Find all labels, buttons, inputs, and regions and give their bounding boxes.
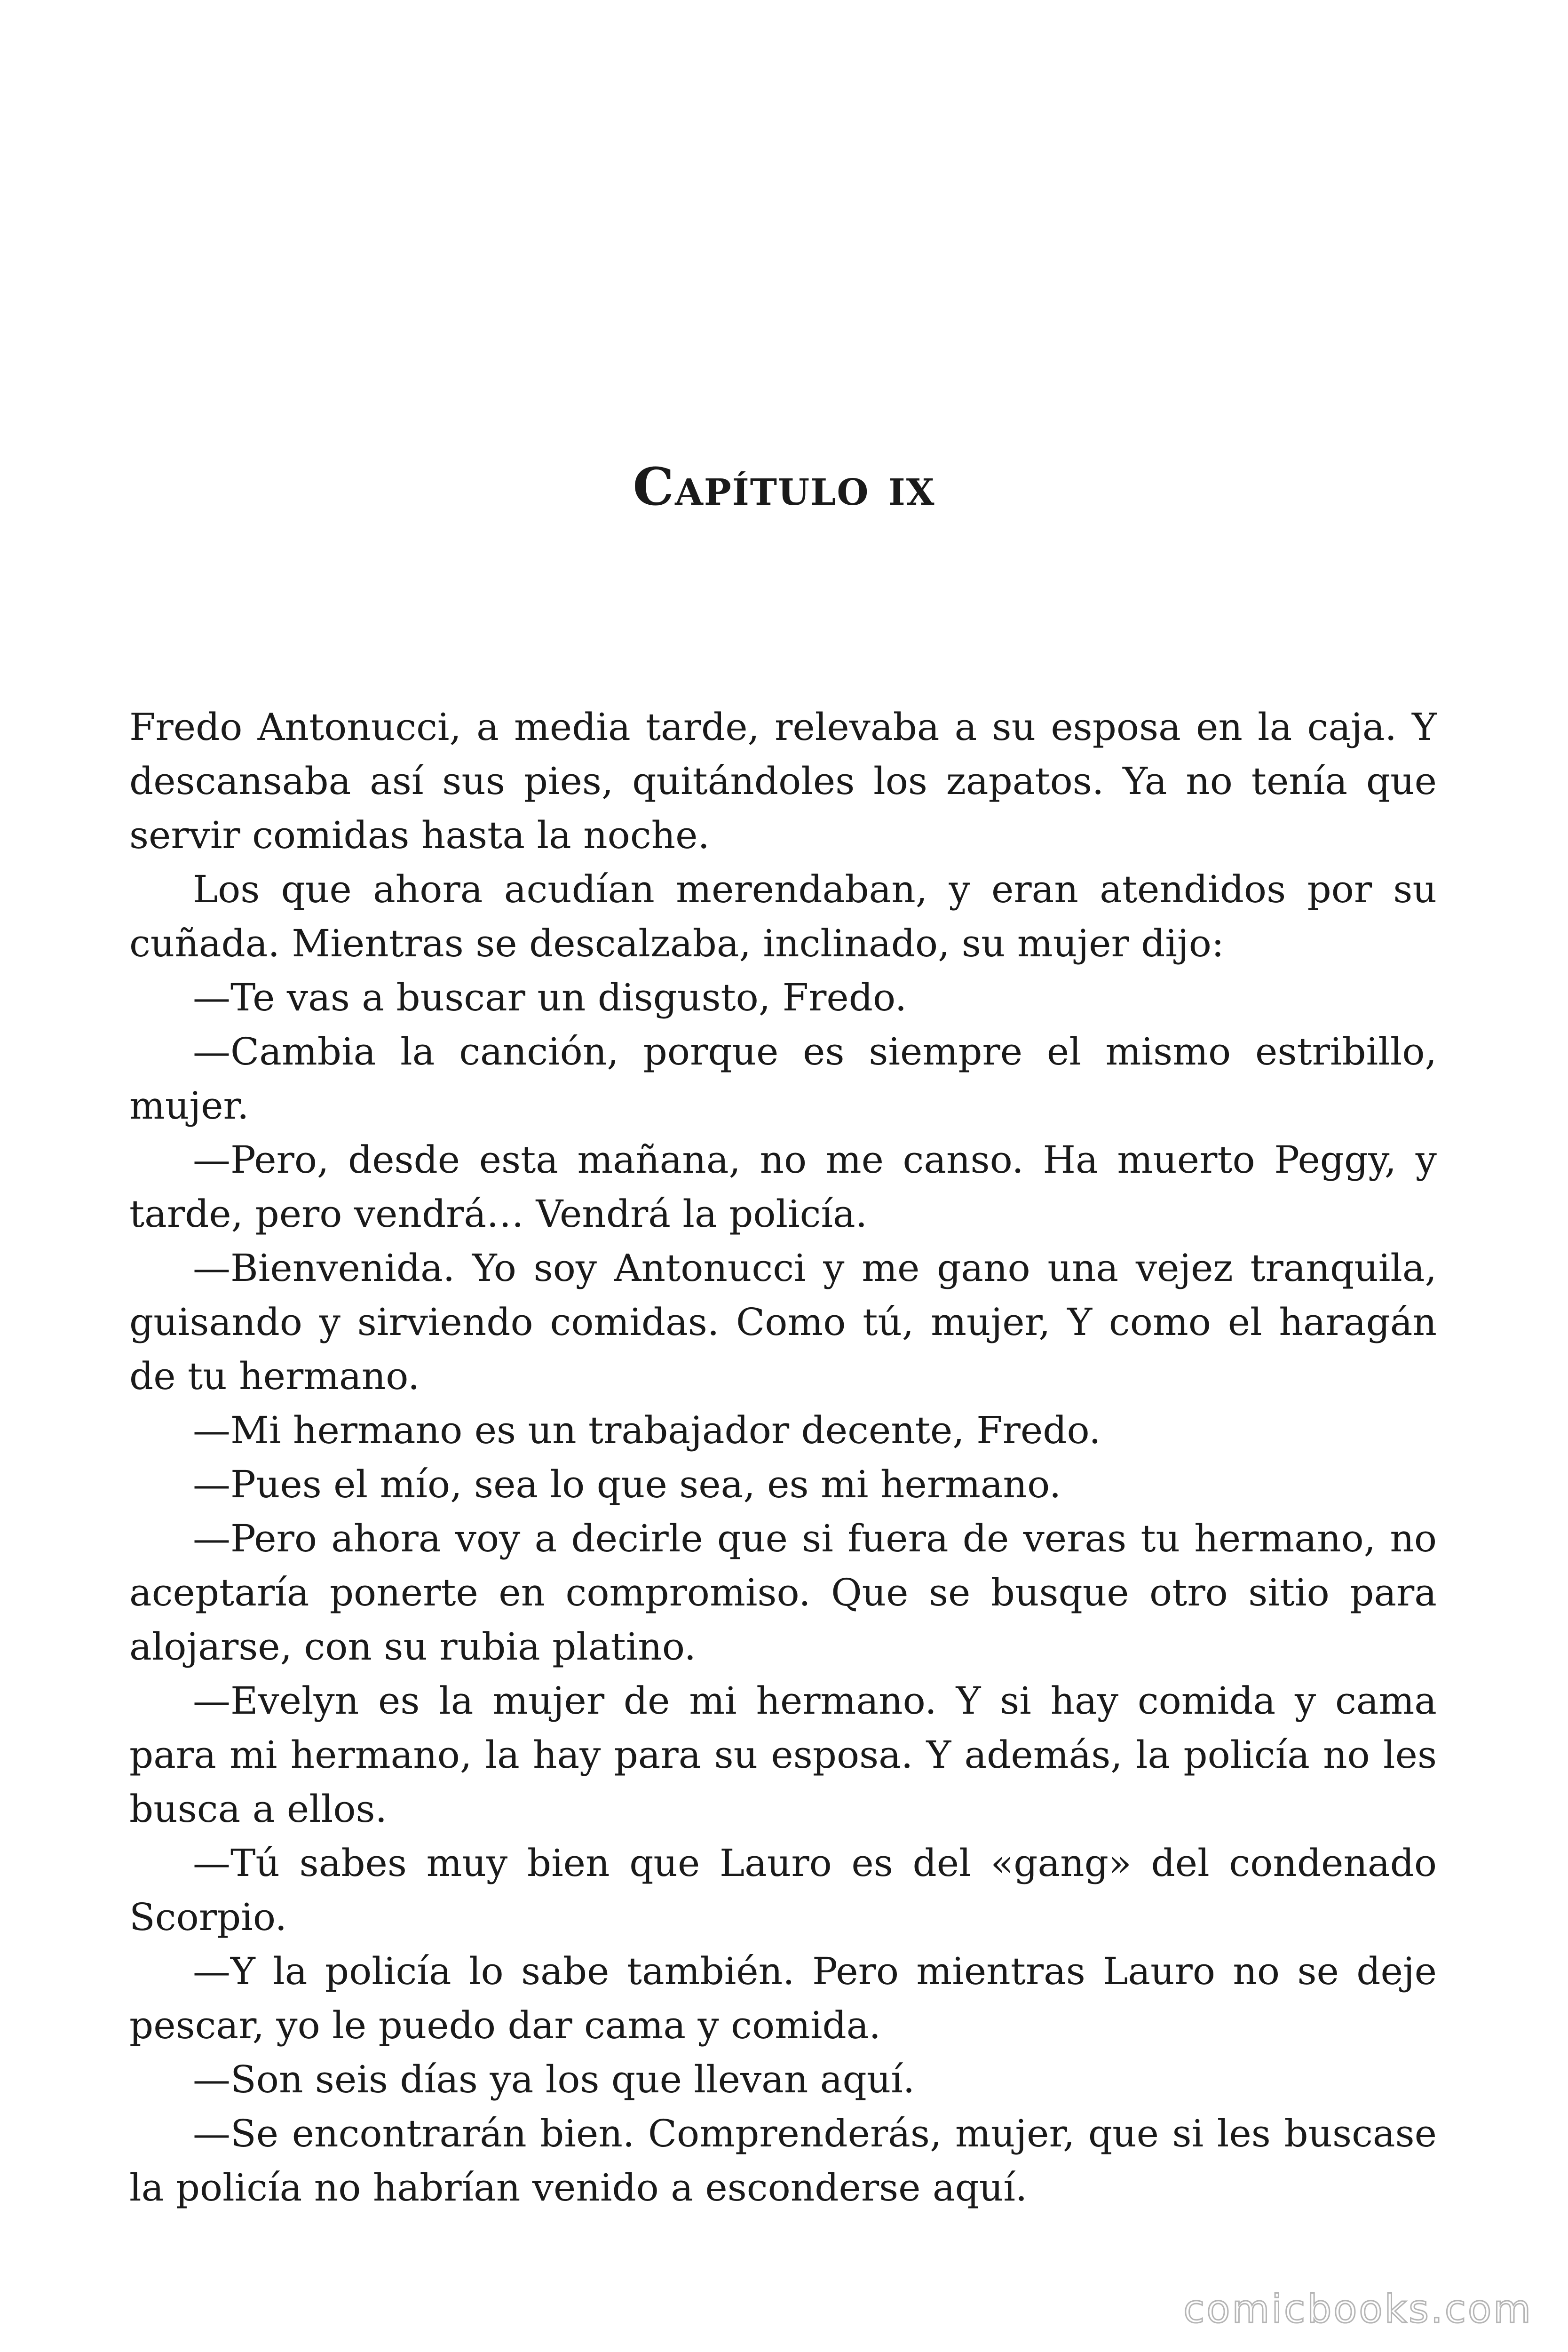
chapter-body xyxy=(129,700,1437,2215)
dialogue-line: —Son seis días ya los que llevan aquí. xyxy=(193,2058,915,2101)
dialogue-line: —Evelyn es la mujer de mi hermano. Y si hay comida y cama para mi hermano, la hay para su esposa. Y además, la policía no les busca a ellos. xyxy=(129,1679,1437,1831)
dialogue-line: —Se encontrarán bien. Comprenderás, mujer, que si les buscase la policía no habrían venido a esconderse aquí. xyxy=(129,2112,1437,2209)
chapter-title: Capítulo ix xyxy=(633,456,935,517)
dialogue-line: —Pero, desde esta mañana, no me canso. Ha muerto Peggy, y tarde, pero vendrá… Vendrá la policía. xyxy=(129,1138,1437,1236)
watermark-text: comicbooks.com xyxy=(1183,2287,1533,2332)
dialogue-line: —Mi hermano es un trabajador decente, Fredo. xyxy=(193,1408,1101,1452)
dialogue-line: —Y la policía lo sabe también. Pero mientras Lauro no se deje pescar, yo le puedo dar cama y comida. xyxy=(129,1949,1437,2047)
dialogue-line: —Cambia la canción, porque es siempre el mismo estribillo, mujer. xyxy=(129,1030,1437,1128)
dialogue-line: —Tú sabes muy bien que Lauro es del «gang» del condenado Scorpio. xyxy=(129,1841,1437,1939)
dialogue-line: —Pues el mío, sea lo que sea, es mi hermano. xyxy=(193,1462,1061,1506)
dialogue-line: —Bienvenida. Yo soy Antonucci y me gano una vejez tranquila, guisando y sirviendo comidas. Como tú, mujer, Y como el haragán de tu hermano. xyxy=(129,1246,1437,1398)
dialogue-line: —Te vas a buscar un disgusto, Fredo. xyxy=(193,976,907,1019)
paragraph: Los que ahora acudían merendaban, y eran atendidos por su cuñada. Mientras se descalzaba, inclinado, su mujer dijo: xyxy=(129,867,1437,965)
dialogue-line: —Pero ahora voy a decirle que si fuera de veras tu hermano, no aceptaría ponerte en compromiso. Que se busque otro sitio para alojarse, con su rubia platino. xyxy=(129,1517,1437,1669)
paragraph: Fredo Antonucci, a media tarde, relevaba a su esposa en la caja. Y descansaba así sus pies, quitándoles los zapatos. Ya no tenía que servir comidas hasta la noche. xyxy=(129,705,1437,857)
